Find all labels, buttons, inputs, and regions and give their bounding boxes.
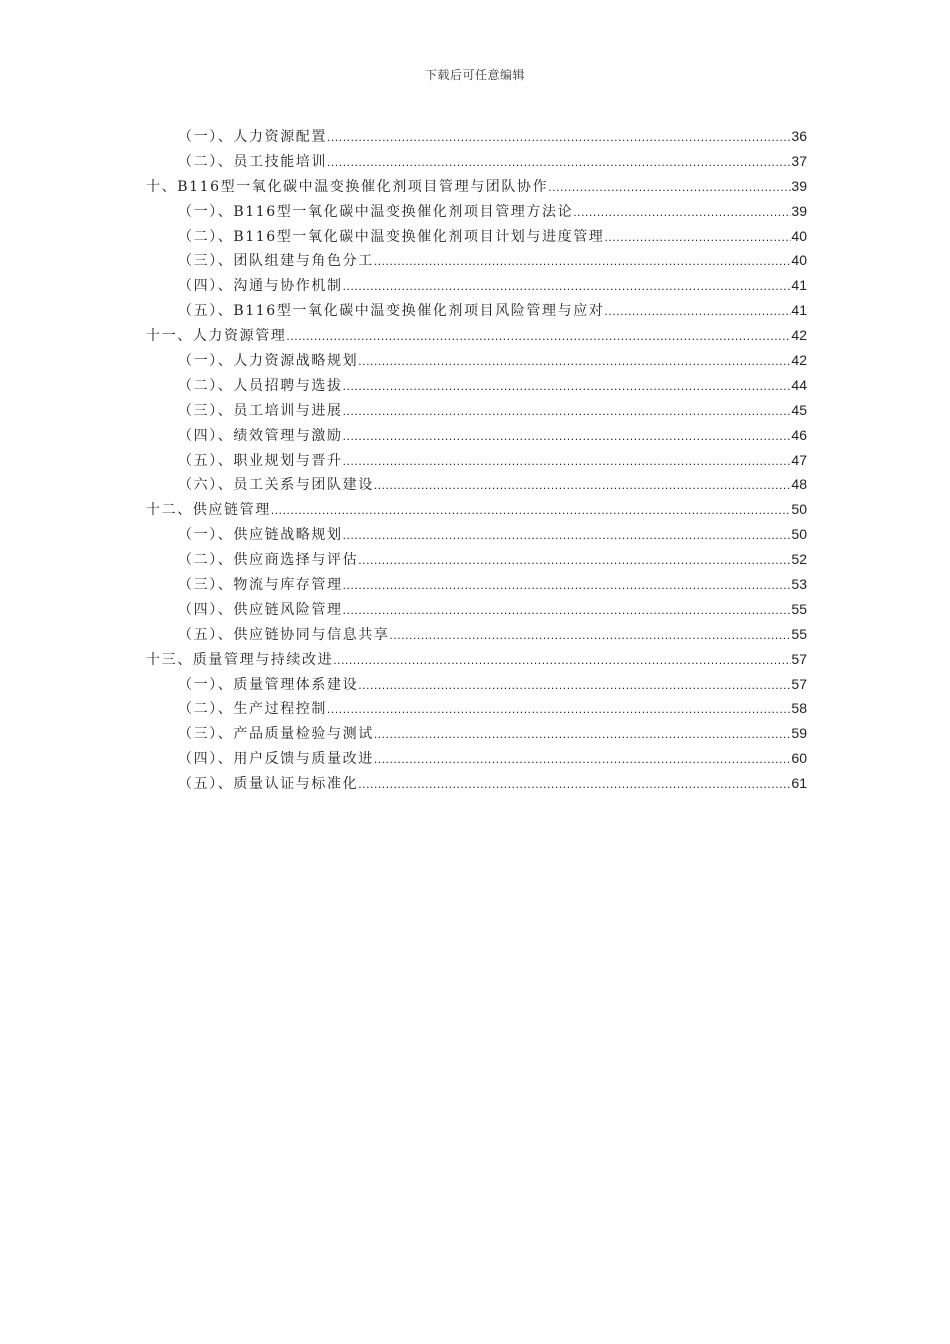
page-header: 下载后可任意编辑 bbox=[424, 68, 525, 82]
toc-section-entry[interactable] bbox=[146, 522, 807, 547]
toc-entry-title: （一）、B116型一氧化碳中温变换催化剂项目管理方法论 bbox=[178, 203, 574, 220]
toc-page-number: 57 bbox=[791, 675, 807, 692]
toc-page-number: 61 bbox=[791, 775, 807, 792]
toc-entry-title: 十一、人力资源管理 bbox=[146, 328, 287, 345]
toc-entry-title: （一）、供应链战略规划 bbox=[178, 527, 343, 544]
toc-dot-leader bbox=[343, 523, 792, 548]
toc-section-entry[interactable] bbox=[146, 721, 807, 746]
toc-dot-leader bbox=[343, 374, 792, 399]
toc-dot-leader bbox=[374, 249, 792, 274]
toc-entry-title: （四）、供应链风险管理 bbox=[178, 601, 343, 618]
toc-section-entry[interactable] bbox=[146, 248, 807, 273]
toc-section-entry[interactable] bbox=[146, 298, 807, 323]
toc-page-number: 45 bbox=[791, 401, 807, 418]
toc-section-entry[interactable] bbox=[146, 199, 807, 224]
toc-dot-leader bbox=[374, 722, 792, 747]
toc-entry-title: （六）、员工关系与团队建设 bbox=[178, 477, 374, 494]
toc-dot-leader bbox=[604, 225, 791, 250]
toc-dot-leader bbox=[343, 274, 792, 299]
toc-section-entry[interactable] bbox=[146, 124, 807, 149]
toc-section-entry[interactable] bbox=[146, 423, 807, 448]
table-of-contents bbox=[146, 124, 807, 796]
toc-page-number: 36 bbox=[791, 128, 807, 144]
toc-entry-title: （四）、用户反馈与质量改进 bbox=[178, 751, 374, 768]
toc-dot-leader bbox=[374, 747, 792, 772]
toc-chapter-entry[interactable] bbox=[146, 497, 807, 522]
toc-dot-leader bbox=[327, 125, 791, 150]
toc-page-number: 57 bbox=[791, 650, 807, 667]
toc-dot-leader bbox=[286, 324, 791, 349]
toc-entry-title: 十三、质量管理与持续改进 bbox=[146, 651, 334, 668]
toc-entry-title: （三）、团队组建与角色分工 bbox=[178, 253, 374, 270]
toc-dot-leader bbox=[343, 449, 792, 474]
toc-entry-title: （三）、物流与库存管理 bbox=[178, 577, 343, 594]
toc-section-entry[interactable] bbox=[146, 547, 807, 572]
toc-section-entry[interactable] bbox=[146, 224, 807, 249]
toc-dot-leader bbox=[389, 623, 791, 648]
toc-entry-title: （一）、人力资源配置 bbox=[178, 129, 327, 145]
toc-section-entry[interactable] bbox=[146, 373, 807, 398]
toc-dot-leader bbox=[374, 473, 792, 498]
toc-chapter-entry[interactable] bbox=[146, 647, 807, 672]
toc-page-number: 58 bbox=[791, 700, 807, 717]
toc-dot-leader bbox=[327, 697, 791, 722]
toc-dot-leader bbox=[343, 424, 792, 449]
toc-dot-leader bbox=[604, 299, 791, 324]
toc-page-number: 47 bbox=[791, 451, 807, 468]
toc-dot-leader bbox=[333, 648, 791, 673]
toc-section-entry[interactable] bbox=[146, 398, 807, 423]
toc-chapter-entry[interactable] bbox=[146, 323, 807, 348]
toc-entry-title: （二）、生产过程控制 bbox=[178, 701, 327, 718]
toc-entry-title: （五）、质量认证与标准化 bbox=[178, 776, 359, 793]
toc-page-number: 48 bbox=[791, 476, 807, 493]
toc-dot-leader bbox=[343, 399, 792, 424]
toc-entry-title: （二）、B116型一氧化碳中温变换催化剂项目计划与进度管理 bbox=[178, 228, 605, 245]
toc-entry-title: （五）、供应链协同与信息共享 bbox=[178, 626, 390, 643]
toc-dot-leader bbox=[358, 548, 791, 573]
toc-entry-title: 十二、供应链管理 bbox=[146, 502, 271, 519]
toc-entry-title: （二）、人员招聘与选拔 bbox=[178, 377, 343, 394]
toc-page-number: 55 bbox=[791, 600, 807, 617]
toc-page-number: 42 bbox=[791, 327, 807, 344]
toc-entry-title: （三）、产品质量检验与测试 bbox=[178, 726, 374, 743]
toc-page-number: 41 bbox=[791, 302, 807, 319]
toc-section-entry[interactable] bbox=[146, 622, 807, 647]
toc-entry-title: （一）、质量管理体系建设 bbox=[178, 676, 359, 693]
toc-entry-title: （四）、沟通与协作机制 bbox=[178, 278, 343, 295]
toc-section-entry[interactable] bbox=[146, 149, 807, 174]
toc-entry-title: （二）、供应商选择与评估 bbox=[178, 552, 359, 569]
toc-section-entry[interactable] bbox=[146, 771, 807, 796]
toc-section-entry[interactable] bbox=[146, 746, 807, 771]
toc-section-entry[interactable] bbox=[146, 273, 807, 298]
toc-page-number: 44 bbox=[791, 376, 807, 393]
toc-page-number: 59 bbox=[791, 725, 807, 742]
toc-dot-leader bbox=[271, 498, 792, 523]
toc-entry-title: （四）、绩效管理与激励 bbox=[178, 427, 343, 444]
toc-dot-leader bbox=[358, 349, 791, 374]
toc-section-entry[interactable] bbox=[146, 672, 807, 697]
toc-page-number: 37 bbox=[791, 152, 807, 169]
toc-page-number: 52 bbox=[791, 551, 807, 568]
toc-page-number: 39 bbox=[791, 177, 807, 194]
toc-section-entry[interactable] bbox=[146, 348, 807, 373]
toc-dot-leader bbox=[343, 598, 792, 623]
toc-page-number: 50 bbox=[791, 526, 807, 543]
toc-page-number: 40 bbox=[791, 227, 807, 244]
toc-page-number: 46 bbox=[791, 426, 807, 443]
toc-section-entry[interactable] bbox=[146, 597, 807, 622]
toc-dot-leader bbox=[548, 175, 791, 200]
toc-section-entry[interactable] bbox=[146, 472, 807, 497]
toc-page-number: 53 bbox=[791, 576, 807, 593]
toc-dot-leader bbox=[358, 772, 791, 797]
toc-section-entry[interactable] bbox=[146, 696, 807, 721]
toc-entry-title: （五）、职业规划与晋升 bbox=[178, 452, 343, 469]
toc-dot-leader bbox=[358, 673, 791, 698]
toc-entry-title: （五）、B116型一氧化碳中温变换催化剂项目风险管理与应对 bbox=[178, 303, 605, 320]
toc-dot-leader bbox=[327, 150, 791, 175]
toc-page-number: 50 bbox=[791, 501, 807, 518]
toc-dot-leader bbox=[343, 573, 792, 598]
toc-entry-title: （三）、员工培训与进展 bbox=[178, 402, 343, 419]
toc-entry-title: （二）、员工技能培训 bbox=[178, 153, 327, 170]
toc-page-number: 41 bbox=[791, 277, 807, 294]
toc-section-entry[interactable] bbox=[146, 448, 807, 473]
toc-entry-title: （一）、人力资源战略规划 bbox=[178, 353, 359, 370]
toc-page-number: 60 bbox=[791, 750, 807, 767]
toc-page-number: 40 bbox=[791, 252, 807, 269]
toc-dot-leader bbox=[573, 200, 791, 225]
toc-chapter-entry[interactable] bbox=[146, 174, 807, 199]
toc-page-number: 55 bbox=[791, 625, 807, 642]
toc-page-number: 42 bbox=[791, 352, 807, 369]
toc-section-entry[interactable] bbox=[146, 572, 807, 597]
toc-page-number: 39 bbox=[791, 202, 807, 219]
toc-entry-title: 十、B116型一氧化碳中温变换催化剂项目管理与团队协作 bbox=[146, 178, 549, 195]
